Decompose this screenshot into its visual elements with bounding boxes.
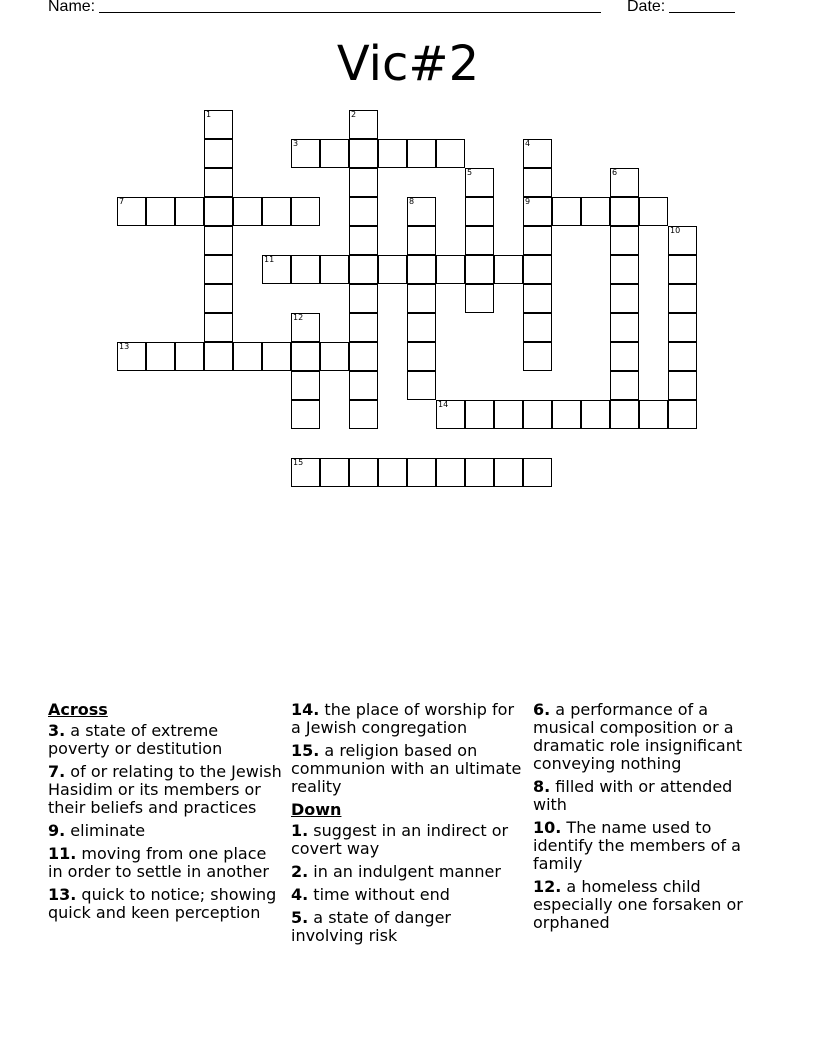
clue-text: a religion based on communion with an ultimate reality (291, 741, 522, 796)
crossword-cell[interactable] (668, 226, 697, 255)
down-heading: Down (291, 800, 342, 819)
crossword-cell[interactable] (291, 371, 320, 400)
crossword-cell[interactable] (349, 371, 378, 400)
date-label: Date: (627, 0, 666, 15)
crossword-cell[interactable] (523, 342, 552, 371)
crossword-cell[interactable] (204, 255, 233, 284)
clue-text: The name used to identify the members of a family (533, 818, 741, 873)
clue-text: a performance of a musical composition or a dramatic role insignificant conveying nothing (533, 700, 743, 773)
crossword-cell[interactable] (610, 313, 639, 342)
crossword-cell[interactable] (233, 342, 262, 371)
clue-text: filled with or attended with (533, 777, 733, 814)
clue-item (533, 878, 769, 932)
clue-text: eliminate (65, 821, 146, 840)
clue-number: 7 (119, 197, 125, 206)
crossword-cell[interactable] (668, 255, 697, 284)
crossword-cell[interactable] (581, 400, 610, 429)
name-label: Name: (48, 0, 96, 15)
crossword-cell[interactable] (378, 458, 407, 487)
crossword-cell[interactable] (349, 458, 378, 487)
crossword-cell[interactable] (465, 400, 494, 429)
clue-item (291, 886, 527, 904)
crossword-cell[interactable] (407, 284, 436, 313)
crossword-cell[interactable] (291, 458, 320, 487)
clue-item (291, 863, 527, 881)
clue-item (291, 701, 527, 737)
clue-item (533, 819, 769, 873)
clue-item (48, 845, 284, 881)
crossword-cell[interactable] (407, 458, 436, 487)
crossword-cell[interactable] (407, 197, 436, 226)
crossword-cell[interactable] (262, 197, 291, 226)
clue-text: the place of worship for a Jewish congregation (291, 700, 515, 737)
crossword-cell[interactable] (349, 168, 378, 197)
crossword-cell[interactable] (262, 342, 291, 371)
page-title: Vic#2 (336, 36, 480, 92)
crossword-cell[interactable] (581, 197, 610, 226)
clue-number-label: 9. (48, 821, 66, 840)
crossword-cell[interactable] (552, 197, 581, 226)
clue-item (291, 822, 527, 858)
crossword-cell[interactable] (465, 458, 494, 487)
clue-number: 14 (438, 400, 449, 409)
clue-text: a homeless child especially one forsaken or orphaned (533, 877, 743, 932)
crossword-cell[interactable] (146, 197, 175, 226)
crossword-cell[interactable] (610, 400, 639, 429)
crossword-cell[interactable] (146, 342, 175, 371)
crossword-cell[interactable] (204, 139, 233, 168)
clue-text: a state of extreme poverty or destitution (48, 721, 223, 758)
crossword-cell[interactable] (117, 342, 146, 371)
clue-number-label: 1. (291, 821, 309, 840)
crossword-cell[interactable] (262, 255, 291, 284)
crossword-cell[interactable] (291, 255, 320, 284)
crossword-cell[interactable] (552, 400, 581, 429)
clues-column-3 (533, 701, 769, 937)
crossword-cell[interactable] (668, 342, 697, 371)
clue-number-label: 8. (533, 777, 551, 796)
crossword-cell[interactable] (204, 342, 233, 371)
crossword-cell[interactable] (117, 197, 146, 226)
crossword-cell[interactable] (349, 284, 378, 313)
crossword-cell[interactable] (668, 371, 697, 400)
crossword-cell[interactable] (610, 168, 639, 197)
crossword-cell[interactable] (291, 342, 320, 371)
clue-number-label: 2. (291, 862, 309, 881)
crossword-cell[interactable] (349, 255, 378, 284)
clue-number: 11 (264, 255, 275, 264)
crossword-cell[interactable] (320, 458, 349, 487)
clues-column-1 (48, 701, 284, 927)
crossword-cell[interactable] (291, 197, 320, 226)
clue-number: 4 (525, 139, 531, 148)
crossword-cell[interactable] (407, 342, 436, 371)
clue-item (48, 722, 284, 758)
crossword-cell[interactable] (320, 342, 349, 371)
crossword-cell[interactable] (610, 284, 639, 313)
crossword-cell[interactable] (349, 139, 378, 168)
clue-number-label: 11. (48, 844, 77, 863)
crossword-cell[interactable] (523, 400, 552, 429)
crossword-cell[interactable] (465, 226, 494, 255)
crossword-cell[interactable] (610, 197, 639, 226)
crossword-cell[interactable] (610, 342, 639, 371)
crossword-cell[interactable] (291, 139, 320, 168)
crossword-cell[interactable] (175, 342, 204, 371)
crossword-cell[interactable] (407, 313, 436, 342)
clue-text: time without end (308, 885, 450, 904)
clue-number: 1 (206, 110, 212, 119)
crossword-cell[interactable] (523, 197, 552, 226)
clue-number-label: 3. (48, 721, 66, 740)
crossword-cell[interactable] (407, 371, 436, 400)
crossword-cell[interactable] (204, 110, 233, 139)
crossword-cell[interactable] (436, 400, 465, 429)
clue-number: 5 (467, 168, 473, 177)
clue-number-label: 13. (48, 885, 77, 904)
clue-number-label: 4. (291, 885, 309, 904)
crossword-cell[interactable] (436, 458, 465, 487)
clue-number: 15 (293, 458, 304, 467)
crossword-cell[interactable] (233, 197, 262, 226)
crossword-cell[interactable] (291, 400, 320, 429)
crossword-cell[interactable] (204, 197, 233, 226)
crossword-cell[interactable] (349, 313, 378, 342)
crossword-cell[interactable] (378, 255, 407, 284)
crossword-cell[interactable] (291, 313, 320, 342)
crossword-cell[interactable] (204, 284, 233, 313)
crossword-cell[interactable] (494, 255, 523, 284)
clue-text: a state of danger involving risk (291, 908, 451, 945)
crossword-cell[interactable] (349, 110, 378, 139)
crossword-cell[interactable] (349, 400, 378, 429)
clue-number: 6 (612, 168, 618, 177)
crossword-cell[interactable] (523, 168, 552, 197)
clue-text: quick to notice; showing quick and keen perception (48, 885, 277, 922)
clue-number: 3 (293, 139, 299, 148)
crossword-cell[interactable] (523, 255, 552, 284)
crossword-cell[interactable] (668, 400, 697, 429)
clue-number-label: 7. (48, 762, 66, 781)
crossword-cell[interactable] (610, 255, 639, 284)
crossword-cell[interactable] (465, 255, 494, 284)
clue-text: of or relating to the Jewish Hasidim or its members or their beliefs and practices (48, 762, 282, 817)
clues-column-2 (291, 701, 527, 950)
crossword-grid (0, 0, 816, 520)
crossword-cell[interactable] (175, 197, 204, 226)
crossword-cell[interactable] (668, 313, 697, 342)
crossword-cell[interactable] (378, 139, 407, 168)
clue-number-label: 12. (533, 877, 562, 896)
across-heading: Across (48, 700, 108, 719)
crossword-cell[interactable] (204, 226, 233, 255)
crossword-cell[interactable] (523, 226, 552, 255)
clue-number: 12 (293, 313, 304, 322)
crossword-cell[interactable] (349, 342, 378, 371)
clue-number: 9 (525, 197, 531, 206)
crossword-cell[interactable] (407, 255, 436, 284)
clue-item (533, 701, 769, 773)
clue-number-label: 14. (291, 700, 320, 719)
crossword-cell[interactable] (523, 458, 552, 487)
crossword-cell[interactable] (204, 313, 233, 342)
clue-text: moving from one place in order to settle in another (48, 844, 269, 881)
clue-item (48, 886, 284, 922)
clue-number: 8 (409, 197, 415, 206)
crossword-cell[interactable] (204, 168, 233, 197)
clue-item (533, 778, 769, 814)
clue-number: 10 (670, 226, 681, 235)
crossword-cell[interactable] (465, 284, 494, 313)
crossword-cell[interactable] (523, 313, 552, 342)
clue-number-label: 6. (533, 700, 551, 719)
crossword-cell[interactable] (320, 255, 349, 284)
clue-number: 13 (119, 342, 130, 351)
crossword-cell[interactable] (610, 371, 639, 400)
clue-number-label: 5. (291, 908, 309, 927)
crossword-cell[interactable] (639, 197, 668, 226)
crossword-cell[interactable] (610, 226, 639, 255)
clue-number-label: 10. (533, 818, 562, 837)
crossword-cell[interactable] (436, 139, 465, 168)
crossword-cell[interactable] (436, 255, 465, 284)
clue-number: 2 (351, 110, 357, 119)
clue-item (291, 909, 527, 945)
clue-number-label: 15. (291, 741, 320, 760)
crossword-cell[interactable] (523, 284, 552, 313)
crossword-cell[interactable] (349, 197, 378, 226)
crossword-cell[interactable] (494, 400, 523, 429)
crossword-cell[interactable] (494, 458, 523, 487)
crossword-cell[interactable] (465, 197, 494, 226)
crossword-cell[interactable] (465, 168, 494, 197)
crossword-cell[interactable] (320, 139, 349, 168)
crossword-cell[interactable] (668, 284, 697, 313)
clue-item (48, 763, 284, 817)
crossword-cell[interactable] (639, 400, 668, 429)
crossword-cell[interactable] (523, 139, 552, 168)
clue-text: in an indulgent manner (308, 862, 501, 881)
crossword-cell[interactable] (349, 226, 378, 255)
clue-text: suggest in an indirect or covert way (291, 821, 509, 858)
crossword-cell[interactable] (407, 139, 436, 168)
crossword-cell[interactable] (407, 226, 436, 255)
clue-item (48, 822, 284, 840)
clue-item (291, 742, 527, 796)
